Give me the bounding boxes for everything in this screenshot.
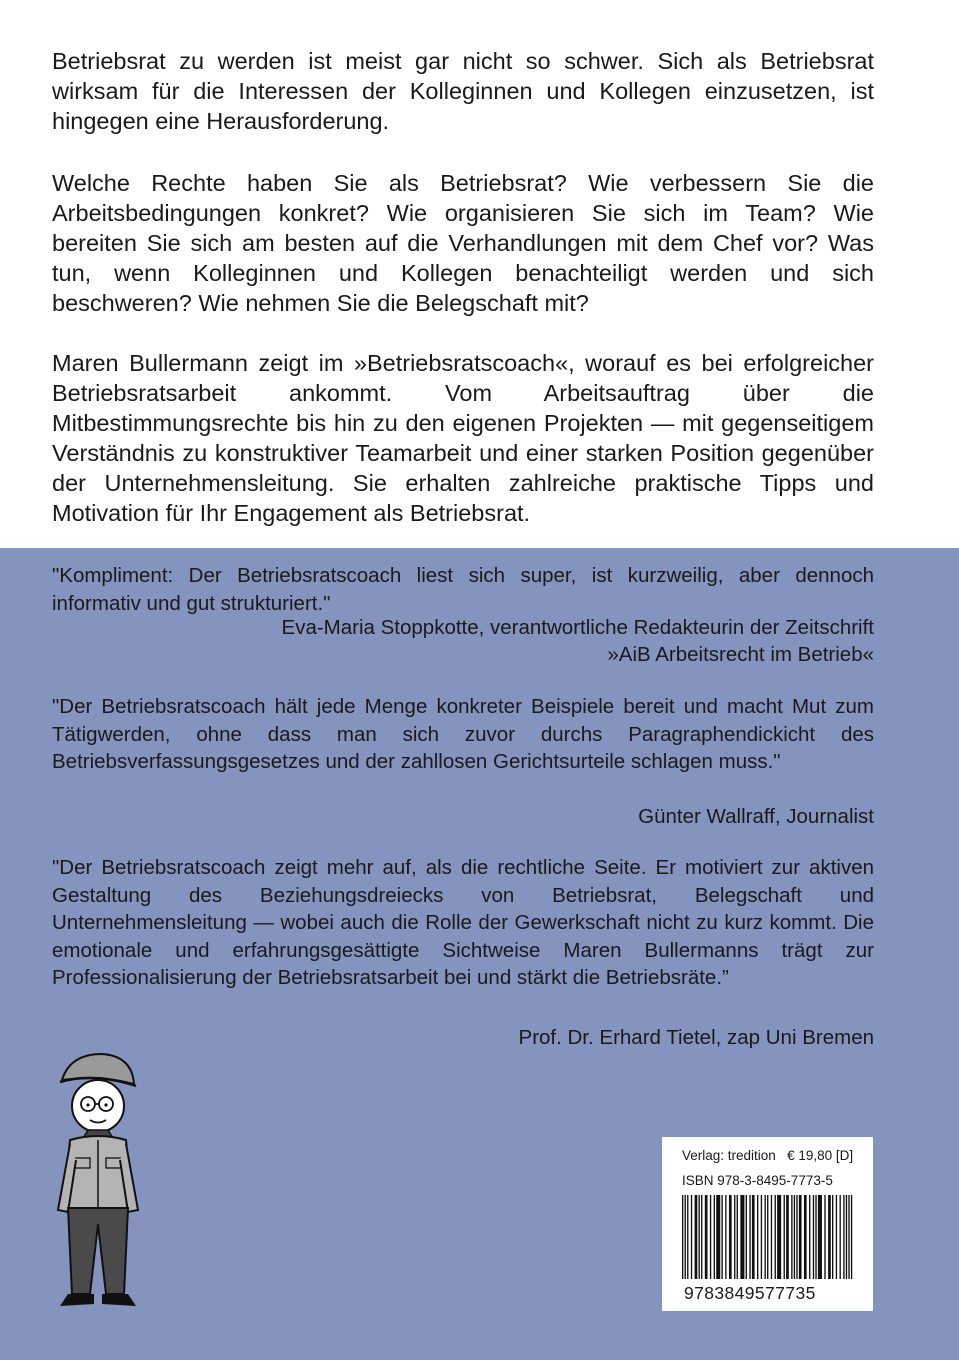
intro-paragraph-1: Betriebsrat zu werden ist meist gar nicht so schwer. Sich als Betriebsrat wirksam für die Interessen der Kolleginnen und Kollegen einzusetzen, ist hingegen eine Herausforderung.	[52, 48, 874, 134]
quote-2-text: "Der Betriebsratscoach hält jede Menge konkreter Beispiele bereit und macht Mut zum Tätigwerden, ohne dass man sich zuvor durchs Paragraphendickicht des Betriebsverfassungsgesetzes und der zahllosen Gerichtsurteile schlagen muss."	[52, 695, 874, 773]
intro-paragraph-2: Welche Rechte haben Sie als Betriebsrat? Wie verbessern Sie die Arbeitsbedingungen konkret? Wie organisieren Sie sich im Team? Wie bereiten Sie sich am besten auf die Verhandlungen mit dem Chef vor? Was tun, wenn Kolleginnen und Kollegen benachteiligt werden und sich beschweren? Wie nehmen Sie die Belegschaft mit?	[52, 170, 874, 316]
isbn-text: ISBN 978-3-8495-7773-5	[682, 1173, 833, 1188]
quote-1-text: "Kompliment: Der Betriebsratscoach liest sich super, ist kurzweilig, aber dennoch informativ und gut strukturiert."	[52, 564, 874, 615]
cartoon-woman-illustration	[40, 1040, 150, 1320]
barcode-label	[662, 1137, 873, 1311]
price-text: € 19,80 [D]	[787, 1148, 854, 1163]
quote-2-author: Günter Wallraff, Journalist	[638, 805, 874, 828]
barcode-digits: 9783849577735	[684, 1283, 816, 1303]
quote-1-author: Eva-Maria Stoppkotte, verantwortliche Redakteurin der Zeitschrift	[281, 616, 874, 639]
quote-1-author-publication: »AiB Arbeitsrecht im Betrieb«	[607, 643, 874, 666]
intro-paragraph-3: Maren Bullermann zeigt im »Betriebsratscoach«, worauf es bei erfolgreicher Betriebsratsarbeit ankommt. Vom Arbeitsauftrag über die Mitbestimmungsrechte bis hin zu den eigenen Projekten — mit gegenseitigem Verständnis zu konstruktiver Teamarbeit und einer starken Position gegenüber der Unternehmensleitung. Sie erhalten zahlreiche praktische Tipps und Motivation für Ihr Engagement als Betriebsrat.	[52, 350, 874, 526]
intro-section	[0, 0, 959, 548]
quote-3-text: "Der Betriebsratscoach zeigt mehr auf, als die rechtliche Seite. Er motiviert zur aktiven Gestaltung des Beziehungsdreiecks von Betriebsrat, Belegschaft und Unternehmensleitung — wobei auch die Rolle der Gewerkschaft nicht zu kurz kommt. Die emotionale und erfahrungsgesättigte Sichtweise Maren Bullermanns trägt zur Professionalisierung der Betriebsratsarbeit bei und stärkt die Betriebsräte.”	[52, 856, 874, 989]
barcode-bars	[662, 1193, 873, 1281]
quote-3-author: Prof. Dr. Erhard Tietel, zap Uni Bremen	[518, 1026, 874, 1049]
publisher-text: Verlag: tredition	[682, 1148, 776, 1163]
